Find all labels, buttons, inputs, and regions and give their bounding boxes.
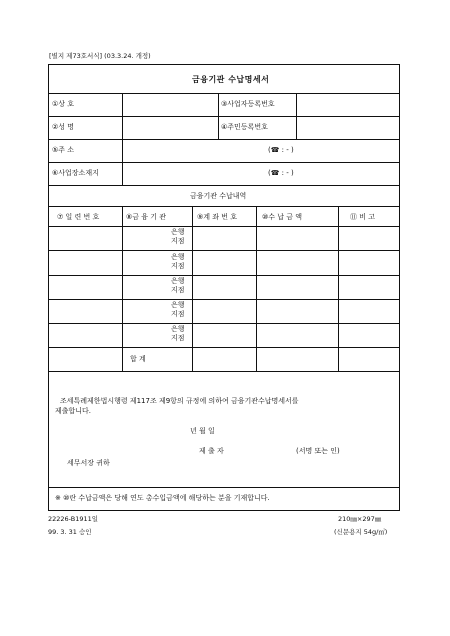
- footnote: ※ ⑩란 수납금액은 당해 연도 총수입금액에 해당하는 분을 기재합니다.: [55, 494, 270, 502]
- divider: [48, 299, 400, 300]
- divider: [48, 116, 400, 117]
- declaration-text: 조세특례제한법시행령 제117조 제9항의 규정에 의하여 금융기관수납명세서를: [60, 397, 299, 405]
- bank-label: 은행: [171, 228, 185, 236]
- resident-reg-no-label: ④주민등록번호: [221, 123, 268, 131]
- divider: [48, 275, 400, 276]
- divider: [48, 323, 400, 324]
- divider: [48, 371, 400, 372]
- branch-label: 지점: [171, 262, 185, 270]
- bank-label: 은행: [171, 253, 185, 261]
- bank-label: 은행: [171, 325, 185, 333]
- branch-label: 지점: [171, 237, 185, 245]
- form-code: 22226-B1911일: [48, 515, 99, 523]
- signature-label: (서명 또는 인): [296, 447, 340, 455]
- form-title: 금융기관 수납명세서: [192, 75, 270, 84]
- divider: [48, 226, 400, 227]
- column-header-institution: ⑧금 융 기 관: [126, 213, 166, 221]
- divider: [48, 347, 400, 348]
- branch-label: 지점: [171, 310, 185, 318]
- trade-name-label: ①상 호: [52, 100, 75, 108]
- divider: [48, 139, 400, 140]
- paper-size: 210㎜×297㎜: [338, 515, 382, 523]
- bank-label: 은행: [171, 301, 185, 309]
- column-header-amount: ⑩수 납 금 액: [262, 213, 302, 221]
- column-header-remarks: ⑪ 비 고: [350, 213, 375, 221]
- approval-date: 99. 3. 31 승인: [48, 528, 92, 536]
- paper-type: (신문용지 54g/㎡): [334, 528, 388, 536]
- divider: [48, 162, 400, 163]
- column-header-serial: ⑦ 일 련 번 호: [57, 213, 100, 221]
- branch-label: 지점: [171, 286, 185, 294]
- branch-label: 지점: [171, 334, 185, 342]
- column-header-account: ⑨계 좌 번 호: [197, 213, 237, 221]
- business-reg-no-label: ③사업자등록번호: [221, 100, 275, 108]
- section-title: 금융기관 수납내역: [190, 192, 247, 200]
- business-address-label: ⑥사업장소재지: [52, 169, 99, 177]
- divider: [48, 206, 400, 207]
- divider: [48, 185, 400, 186]
- declaration-text-2: 제출합니다.: [55, 407, 92, 415]
- addressee: 세무서장 귀하: [67, 459, 110, 467]
- submitter-label: 제 출 자: [199, 447, 224, 455]
- phone-field-1: (☎ : - ): [268, 146, 294, 154]
- bank-label: 은행: [171, 277, 185, 285]
- divider: [48, 487, 400, 488]
- name-label: ②성 명: [52, 123, 75, 131]
- date-line: 년 월 일: [190, 427, 215, 435]
- form-header-note: [별지 제73호서식] (03.3.24. 개정): [49, 52, 151, 60]
- divider: [48, 93, 400, 94]
- phone-field-2: (☎ : - ): [268, 169, 294, 177]
- divider: [48, 250, 400, 251]
- total-label: 합 계: [130, 355, 146, 363]
- address-label: ⑤주 소: [52, 146, 75, 154]
